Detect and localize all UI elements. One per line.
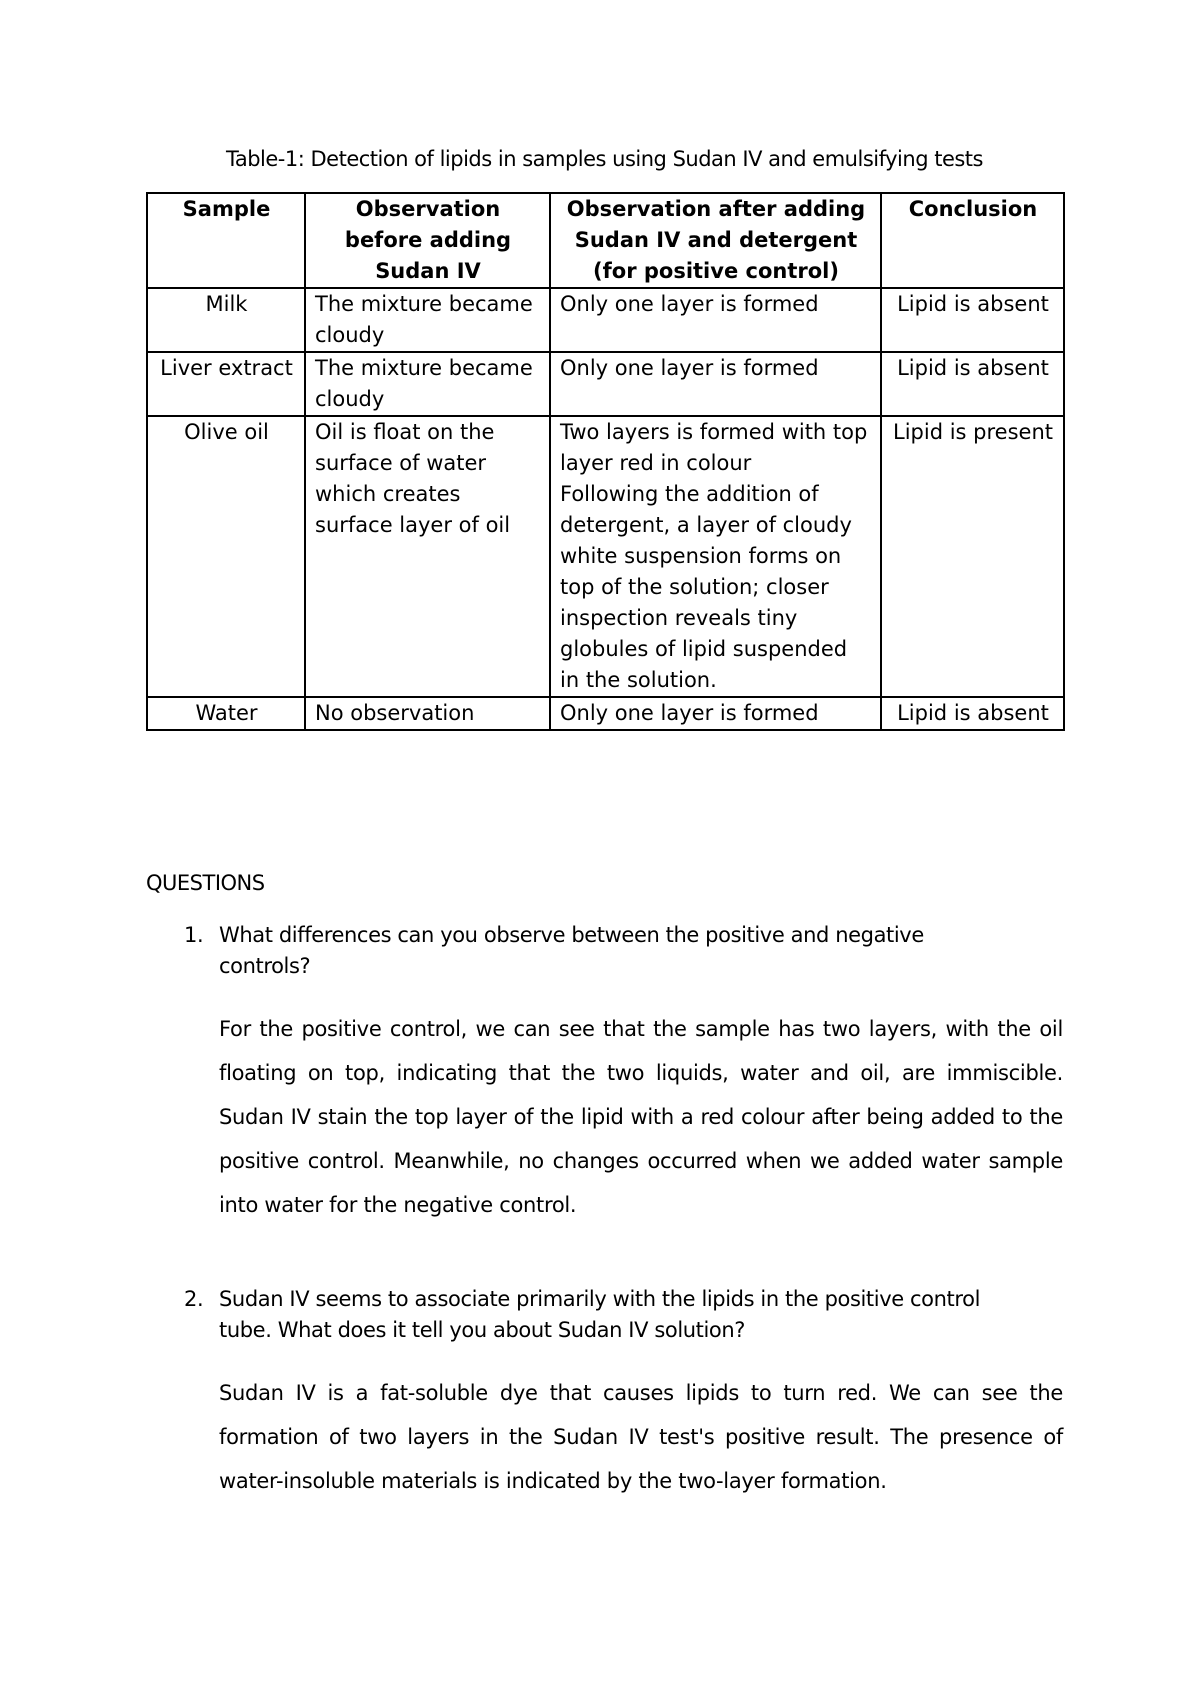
cell-before: Oil is float on the surface of water which creates surface layer of oil	[305, 416, 550, 697]
cell-conclusion: Lipid is present	[881, 416, 1064, 697]
cell-sample: Milk	[147, 288, 305, 352]
table-row	[147, 288, 1064, 352]
table-header-row	[147, 193, 1064, 288]
cell-before: The mixture became cloudy	[305, 352, 550, 416]
cell-after: Only one layer is formed	[550, 288, 881, 352]
header-conclusion: Conclusion	[881, 193, 1064, 288]
table-row	[147, 416, 1064, 697]
table-row	[147, 697, 1064, 730]
question-text: What differences can you observe between the positive and negative controls?	[219, 923, 924, 978]
header-observation-after: Observation after adding Sudan IV and detergent (for positive control)	[550, 193, 881, 288]
question-number: 2.	[184, 1287, 204, 1311]
header-observation-before: Observation before adding Sudan IV	[305, 193, 550, 288]
question-number: 1.	[184, 923, 204, 947]
cell-sample: Olive oil	[147, 416, 305, 697]
cell-after	[550, 416, 881, 697]
cell-after: Only one layer is formed	[550, 352, 881, 416]
cell-after: Only one layer is formed	[550, 697, 881, 730]
table-caption: Table-1: Detection of lipids in samples using Sudan IV and emulsifying tests	[226, 147, 983, 171]
header-sample: Sample	[147, 193, 305, 288]
answer-1: For the positive control, we can see that the sample has two layers, with the oil floating on top, indicating that the two liquids, water and oil, are immiscible. Sudan IV stain the top layer of the lipid with a red colour after being added to the positive control. Meanwhile, no changes occurred when we added water sample into water for the negative control.	[219, 1017, 1063, 1217]
lipid-detection-table	[146, 192, 1065, 731]
cell-before: No observation	[305, 697, 550, 730]
cell-conclusion: Lipid is absent	[881, 352, 1064, 416]
cell-after-line-2: Following the addition of detergent, a layer of cloudy white suspension forms on top of the solution; closer inspection reveals tiny globules of lipid suspended in the solution.	[560, 482, 852, 692]
questions-heading: QUESTIONS	[146, 871, 265, 895]
question-text: Sudan IV seems to associate primarily with the lipids in the positive control tube. What does it tell you about Sudan IV solution?	[219, 1287, 981, 1342]
cell-conclusion: Lipid is absent	[881, 697, 1064, 730]
cell-before: The mixture became cloudy	[305, 288, 550, 352]
cell-sample: Water	[147, 697, 305, 730]
cell-sample: Liver extract	[147, 352, 305, 416]
cell-conclusion: Lipid is absent	[881, 288, 1064, 352]
answer-2: Sudan IV is a fat-soluble dye that causes lipids to turn red. We can see the formation of two layers in the Sudan IV test's positive result. The presence of water-insoluble materials is indicated by the two-layer formation.	[219, 1381, 1063, 1493]
cell-after-line-1: Two layers is formed with top layer red in colour	[560, 420, 868, 475]
table-row	[147, 352, 1064, 416]
